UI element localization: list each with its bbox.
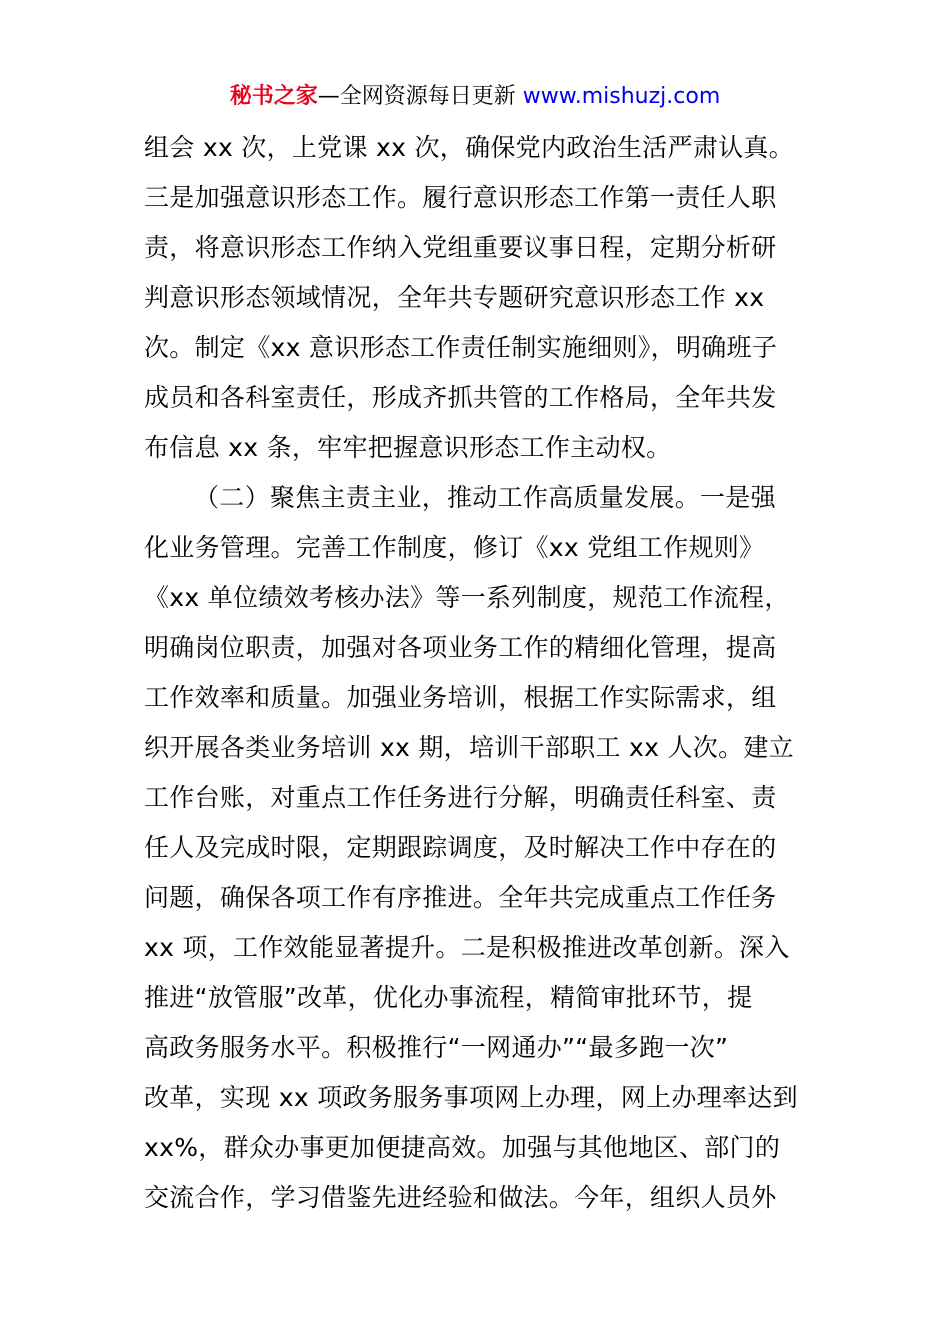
text-line: 织开展各类业务培训 xx 期，培训干部职工 xx 人次。建立 [144,733,794,762]
text-line: 化业务管理。完善工作制度，修订《xx 党组工作规则》 [144,533,765,562]
site-url-link[interactable]: www.mishuzj.com [522,84,721,109]
text-line: 成员和各科室责任，形成齐抓共管的工作格局，全年共发 [144,383,777,412]
text-line: 次。制定《xx 意识形态工作责任制实施细则》，明确班子 [144,333,778,362]
section-heading-line: （二）聚焦主责主业，推动工作高质量发展。一是强 [194,483,776,512]
text-line: 三是加强意识形态工作。履行意识形态工作第一责任人职 [144,183,777,212]
text-line: 责，将意识形态工作纳入党组重要议事日程，定期分析研 [144,233,777,262]
page-header [0,80,950,114]
text-line: 明确岗位职责，加强对各项业务工作的精细化管理，提高 [144,633,777,662]
text-line: 高政务服务水平。积极推行“一网通办”“最多跑一次” [144,1033,729,1062]
text-line: 推进“放管服”改革，优化办事流程，精简审批环节，提 [144,983,753,1012]
text-line: 工作台账，对重点工作任务进行分解，明确责任科室、责 [144,783,777,812]
text-line: 交流合作，学习借鉴先进经验和做法。今年，组织人员外 [144,1183,777,1212]
text-line: 问题，确保各项工作有序推进。全年共完成重点工作任务 [144,883,777,912]
text-line: xx%，群众办事更加便捷高效。加强与其他地区、部门的 [144,1133,781,1162]
text-line: 判意识形态领域情况，全年共专题研究意识形态工作 xx [144,283,765,312]
document-body [144,123,806,1223]
text-line: 组会 xx 次，上党课 xx 次，确保党内政治生活严肃认真。 [144,133,794,162]
text-line: 布信息 xx 条，牢牢把握意识形态工作主动权。 [144,433,672,462]
text-line: 任人及完成时限，定期跟踪调度，及时解决工作中存在的 [144,833,777,862]
text-line: 《xx 单位绩效考核办法》等一系列制度，规范工作流程， [144,583,790,612]
text-line: xx 项，工作效能显著提升。二是积极推进改革创新。深入 [144,933,790,962]
site-brand: 秘书之家 [229,84,318,109]
text-line: 改革，实现 xx 项政务服务事项网上办理，网上办理率达到 [144,1083,798,1112]
site-tagline: —全网资源每日更新 [317,84,523,109]
text-line: 工作效率和质量。加强业务培训，根据工作实际需求，组 [144,683,777,712]
